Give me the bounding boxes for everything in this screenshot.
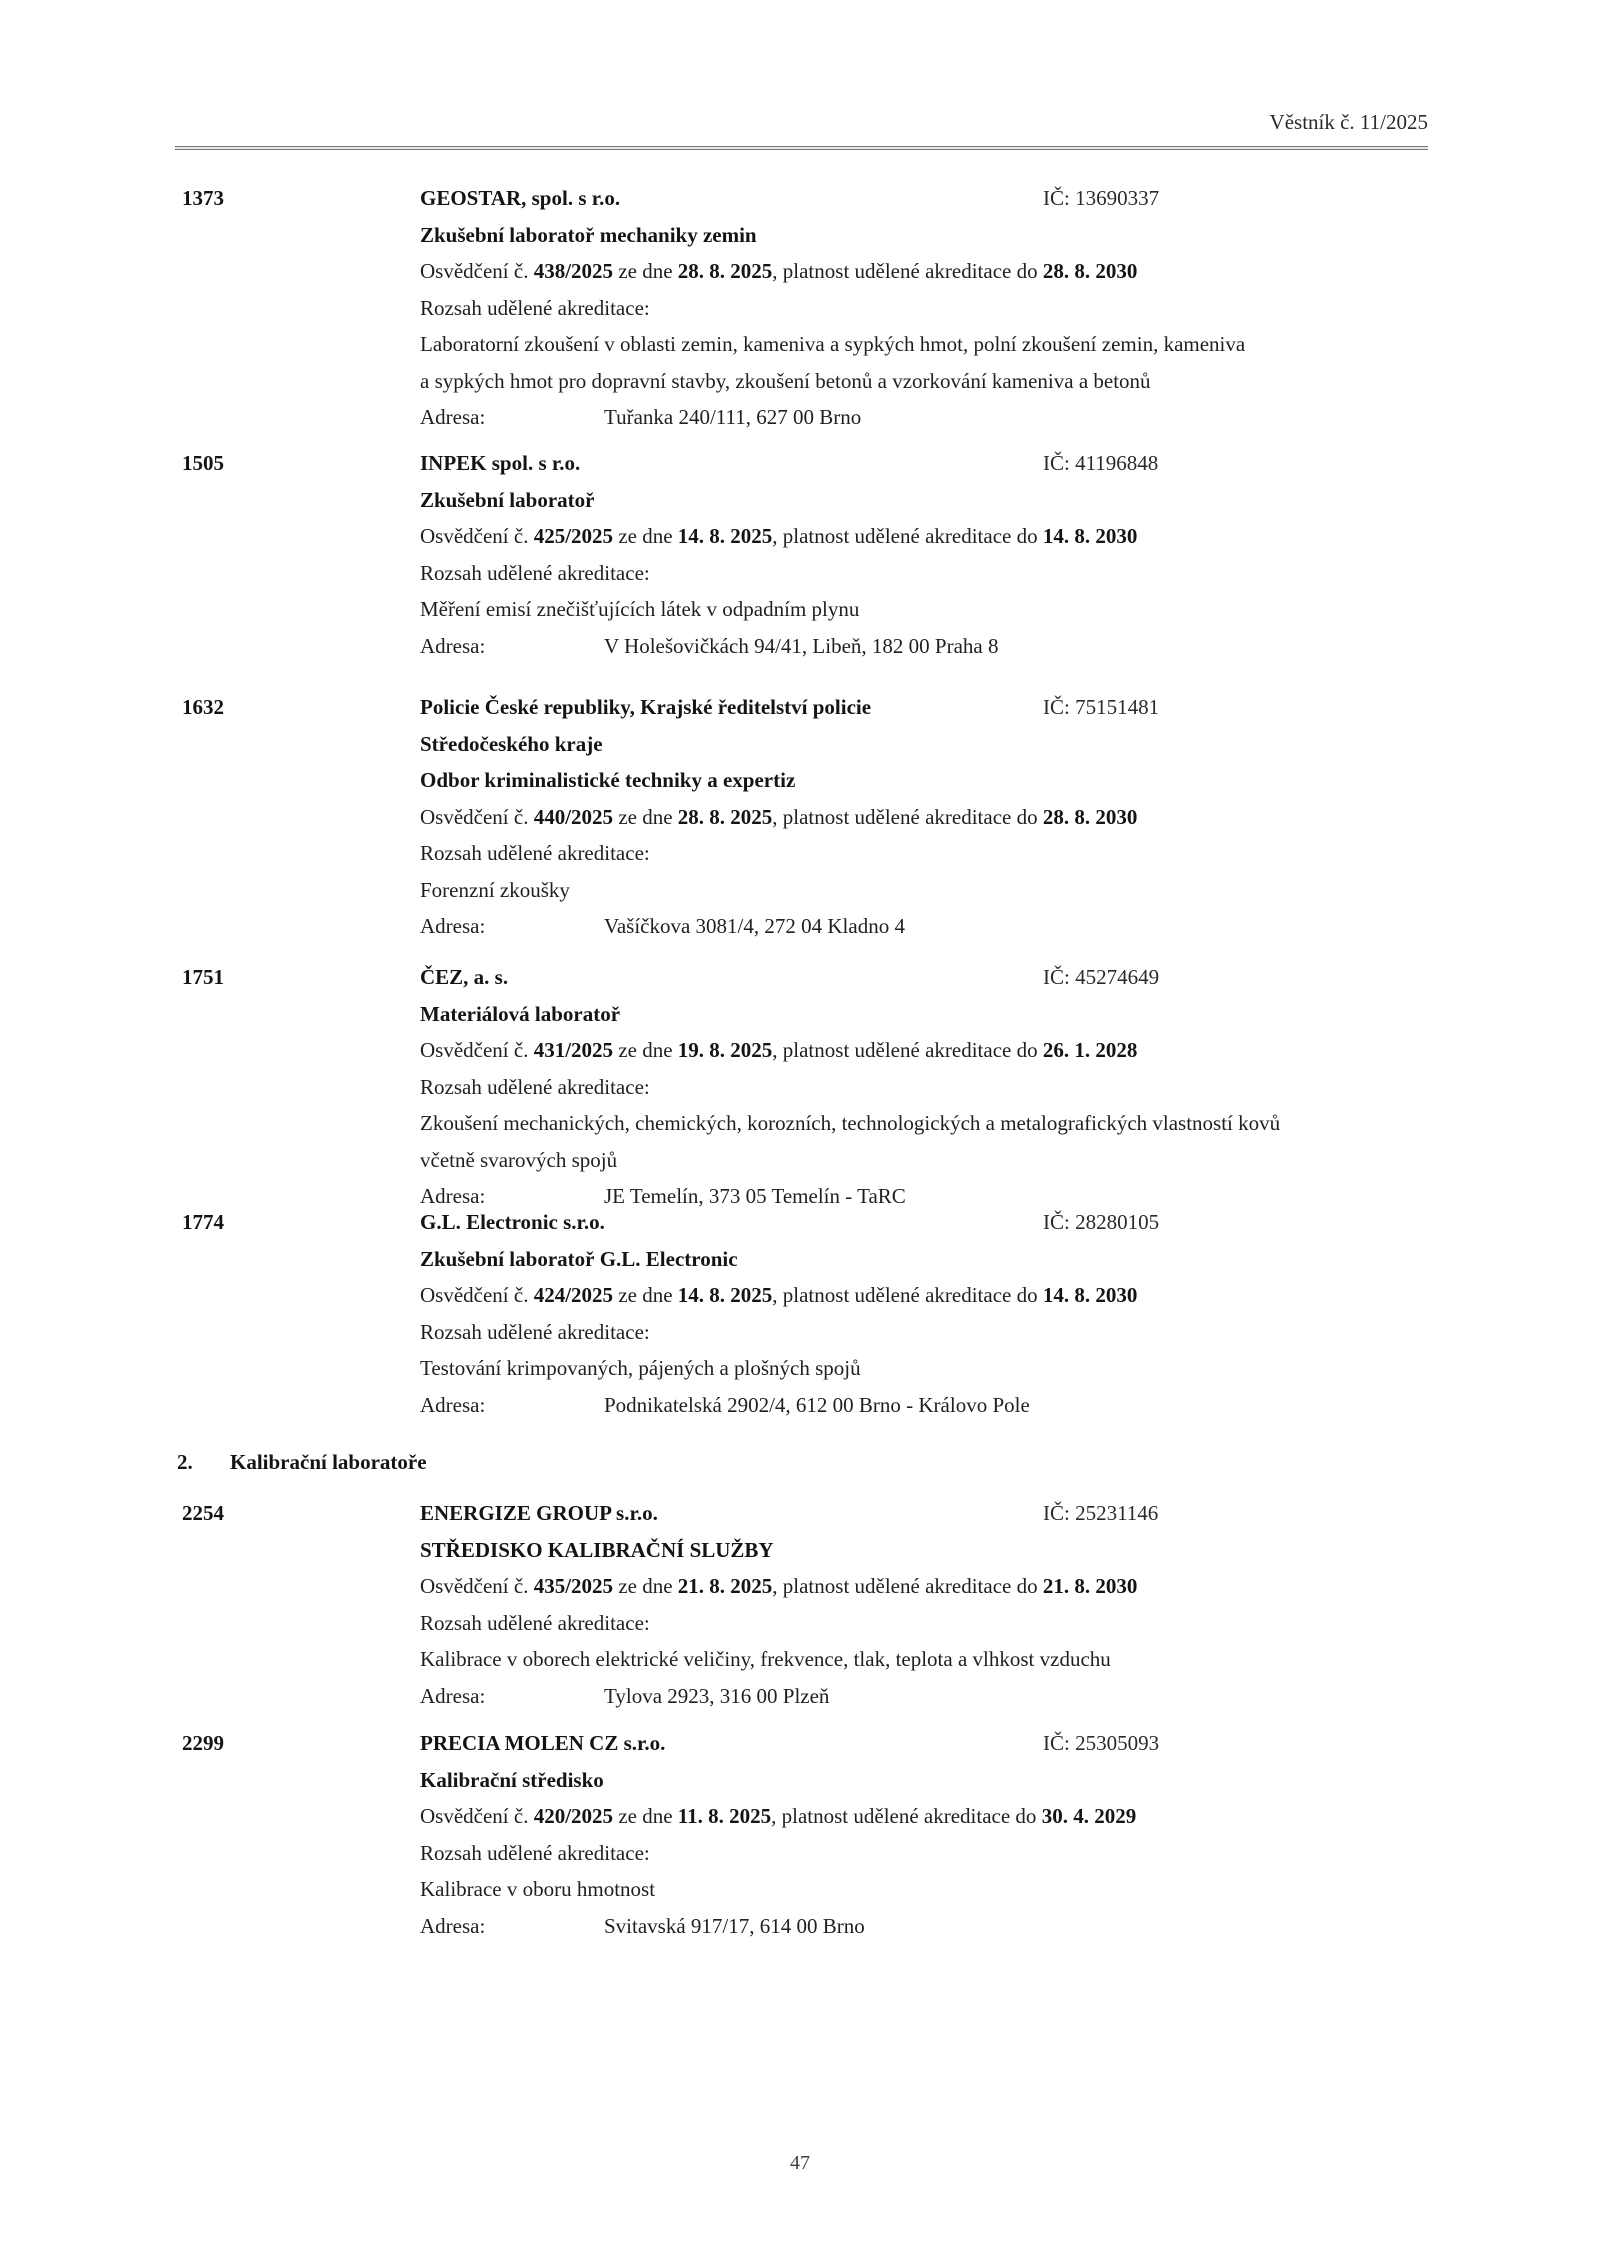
entry-scope-label: Rozsah udělené akreditace: xyxy=(420,1610,650,1635)
entry-title-line xyxy=(0,180,1600,217)
accreditation-entry xyxy=(0,959,1600,1215)
cert-valid-until: 14. 8. 2030 xyxy=(1042,1283,1138,1307)
address-label: Adresa: xyxy=(420,1913,486,1938)
address-label: Adresa: xyxy=(420,1184,486,1208)
entry-org-name: INPEK spol. s r.o. xyxy=(420,451,581,475)
accreditation-entry xyxy=(0,1204,1600,1423)
entry-org-name: G.L. Electronic s.r.o. xyxy=(420,1210,605,1234)
accreditation-entry xyxy=(0,1725,1600,1944)
entry-title-line xyxy=(0,959,1600,996)
entry-scope-line: Forenzní zkoušky xyxy=(420,877,570,902)
entry-lab-name: Zkušební laboratoř xyxy=(420,487,595,512)
cert-mid1: ze dne xyxy=(613,1038,678,1062)
entry-address-line xyxy=(0,628,1600,665)
accreditation-entry xyxy=(0,1495,1600,1714)
entry-scope-line: Testování krimpovaných, pájených a plošných spojů xyxy=(420,1356,861,1380)
section-heading xyxy=(0,1444,1600,1481)
cert-mid2: , platnost udělené akreditace do xyxy=(772,524,1043,548)
cert-number: 420/2025 xyxy=(533,1804,614,1828)
cert-mid2: , platnost udělené akreditace do xyxy=(771,1804,1042,1828)
entry-scope-label: Rozsah udělené akreditace: xyxy=(420,560,650,585)
address-value: Podnikatelská 2902/4, 612 00 Brno - Královo Pole xyxy=(604,1392,1030,1417)
cert-mid1: ze dne xyxy=(613,1574,678,1598)
cert-prefix: Osvědčení č. xyxy=(420,1574,534,1598)
cert-date: 11. 8. 2025 xyxy=(677,1804,772,1828)
cert-valid-until: 14. 8. 2030 xyxy=(1042,524,1138,548)
entry-scope-line: Kalibrace v oboru hmotnost xyxy=(420,1877,656,1901)
address-value: Svitavská 917/17, 614 00 Brno xyxy=(604,1913,865,1938)
entry-ic: IČ: 28280105 xyxy=(1043,1210,1160,1234)
cert-valid-until: 21. 8. 2030 xyxy=(1042,1574,1138,1598)
entry-scope-line: Laboratorní zkoušení v oblasti zemin, kameniva a sypkých hmot, polní zkoušení zemin, kameniva xyxy=(420,332,1246,356)
entry-certificate-line xyxy=(0,518,1600,555)
entry-ic: IČ: 41196848 xyxy=(1043,451,1159,475)
page-number: 47 xyxy=(790,2152,810,2174)
entry-address-line xyxy=(0,1908,1600,1945)
cert-mid2: , platnost udělené akreditace do xyxy=(772,804,1043,829)
entry-org-name: PRECIA MOLEN CZ s.r.o. xyxy=(420,1731,666,1755)
entry-address-line xyxy=(0,908,1600,945)
entry-certificate-line xyxy=(0,1568,1600,1605)
entry-address-line xyxy=(0,1678,1600,1715)
cert-date: 21. 8. 2025 xyxy=(677,1574,773,1598)
entry-org-name-continued: Středočeského kraje xyxy=(420,731,603,756)
cert-date: 14. 8. 2025 xyxy=(677,524,773,548)
entry-scope-line: Kalibrace v oborech elektrické veličiny, frekvence, tlak, teplota a vlhkost vzduchu xyxy=(420,1647,1111,1671)
entry-lab-name: Odbor kriminalistické techniky a expertiz xyxy=(420,768,796,792)
address-label: Adresa: xyxy=(420,1392,486,1417)
entry-scope-label: Rozsah udělené akreditace: xyxy=(420,1319,650,1344)
entry-lab-name: Materiálová laboratoř xyxy=(420,1001,621,1026)
cert-valid-until: 26. 1. 2028 xyxy=(1042,1038,1138,1062)
cert-prefix: Osvědčení č. xyxy=(420,804,534,829)
cert-number: 440/2025 xyxy=(533,804,614,829)
entry-number: 1774 xyxy=(182,1210,224,1234)
address-label: Adresa: xyxy=(420,405,486,429)
cert-mid1: ze dne xyxy=(613,1804,678,1828)
address-label: Adresa: xyxy=(420,633,486,658)
entry-title-line xyxy=(0,445,1600,482)
section-title: Kalibrační laboratoře xyxy=(230,1450,427,1474)
entry-address-line xyxy=(0,1387,1600,1424)
entry-scope-label: Rozsah udělené akreditace: xyxy=(420,1074,650,1099)
cert-prefix: Osvědčení č. xyxy=(420,259,534,283)
cert-number: 424/2025 xyxy=(533,1283,614,1307)
entry-number: 1632 xyxy=(182,695,224,719)
cert-date: 14. 8. 2025 xyxy=(677,1283,773,1307)
address-value: Tuřanka 240/111, 627 00 Brno xyxy=(604,405,862,429)
accreditation-entry xyxy=(0,445,1600,664)
cert-number: 431/2025 xyxy=(533,1038,614,1062)
page-header-title: Věstník č. 11/2025 xyxy=(1269,110,1428,134)
address-label: Adresa: xyxy=(420,914,486,938)
entry-number: 1505 xyxy=(182,451,224,475)
address-label: Adresa: xyxy=(420,1683,486,1708)
entry-lab-name: Kalibrační středisko xyxy=(420,1767,604,1792)
cert-valid-until: 28. 8. 2030 xyxy=(1042,259,1138,283)
cert-prefix: Osvědčení č. xyxy=(420,524,534,548)
cert-valid-until: 30. 4. 2029 xyxy=(1041,1804,1137,1828)
cert-prefix: Osvědčení č. xyxy=(420,1804,534,1828)
entry-title-line xyxy=(0,1725,1600,1762)
entry-org-name: ENERGIZE GROUP s.r.o. xyxy=(420,1501,658,1525)
cert-prefix: Osvědčení č. xyxy=(420,1038,534,1062)
accreditation-entry xyxy=(0,689,1600,945)
header-divider-rule xyxy=(175,146,1428,150)
cert-date: 28. 8. 2025 xyxy=(677,259,773,283)
entry-ic: IČ: 13690337 xyxy=(1043,186,1160,210)
entry-certificate-line xyxy=(0,1798,1600,1835)
entry-ic: IČ: 25305093 xyxy=(1043,1731,1160,1755)
entry-number: 1751 xyxy=(182,965,224,989)
cert-mid2: , platnost udělené akreditace do xyxy=(772,259,1043,283)
entry-certificate-line xyxy=(0,1032,1600,1069)
entry-scope-line: včetně svarových spojů xyxy=(420,1147,618,1172)
entry-lab-name: STŘEDISKO KALIBRAČNÍ SLUŽBY xyxy=(420,1537,774,1562)
entry-scope-line: Měření emisí znečišťujících látek v odpadním plynu xyxy=(420,597,860,621)
cert-valid-until: 28. 8. 2030 xyxy=(1042,804,1138,829)
section-number: 2. xyxy=(177,1450,193,1474)
cert-number: 435/2025 xyxy=(533,1574,614,1598)
entry-title-line xyxy=(0,1204,1600,1241)
entry-scope-line: a sypkých hmot pro dopravní stavby, zkoušení betonů a vzorkování kameniva a betonů xyxy=(420,368,1151,393)
entry-org-name: ČEZ, a. s. xyxy=(420,965,509,989)
entry-title-line xyxy=(0,689,1600,726)
entry-certificate-line xyxy=(0,799,1600,836)
entry-address-line xyxy=(0,399,1600,436)
address-value: JE Temelín, 373 05 Temelín - TaRC xyxy=(604,1184,906,1208)
entry-ic: IČ: 45274649 xyxy=(1043,965,1160,989)
entry-number: 2254 xyxy=(182,1501,224,1525)
entry-org-name: Policie České republiky, Krajské ředitelství policie xyxy=(420,695,872,719)
cert-mid2: , platnost udělené akreditace do xyxy=(772,1283,1043,1307)
entry-org-name: GEOSTAR, spol. s r.o. xyxy=(420,186,621,210)
cert-mid2: , platnost udělené akreditace do xyxy=(772,1038,1043,1062)
entry-scope-label: Rozsah udělené akreditace: xyxy=(420,295,650,320)
entry-certificate-line xyxy=(0,253,1600,290)
entry-lab-name: Zkušební laboratoř mechaniky zemin xyxy=(420,222,757,247)
entry-scope-line: Zkoušení mechanických, chemických, korozních, technologických a metalografických vlastností kovů xyxy=(420,1111,1281,1135)
entry-lab-name: Zkušební laboratoř G.L. Electronic xyxy=(420,1246,738,1271)
cert-mid1: ze dne xyxy=(613,259,678,283)
entry-ic: IČ: 25231146 xyxy=(1043,1501,1159,1525)
cert-mid1: ze dne xyxy=(613,524,678,548)
cert-date: 19. 8. 2025 xyxy=(677,1038,773,1062)
entry-number: 2299 xyxy=(182,1731,224,1755)
cert-number: 438/2025 xyxy=(533,259,614,283)
cert-number: 425/2025 xyxy=(533,524,614,548)
cert-prefix: Osvědčení č. xyxy=(420,1283,534,1307)
entry-scope-label: Rozsah udělené akreditace: xyxy=(420,1840,650,1865)
address-value: Tylova 2923, 316 00 Plzeň xyxy=(604,1683,830,1708)
entry-number: 1373 xyxy=(182,186,224,210)
accreditation-entry xyxy=(0,180,1600,436)
entry-certificate-line xyxy=(0,1277,1600,1314)
cert-date: 28. 8. 2025 xyxy=(677,804,773,829)
cert-mid1: ze dne xyxy=(613,804,678,829)
cert-mid1: ze dne xyxy=(613,1283,678,1307)
address-value: V Holešovičkách 94/41, Libeň, 182 00 Praha 8 xyxy=(604,633,999,658)
address-value: Vašíčkova 3081/4, 272 04 Kladno 4 xyxy=(604,914,905,938)
entry-scope-label: Rozsah udělené akreditace: xyxy=(420,841,650,865)
cert-mid2: , platnost udělené akreditace do xyxy=(772,1574,1043,1598)
entry-ic: IČ: 75151481 xyxy=(1043,695,1160,719)
entry-title-line xyxy=(0,1495,1600,1532)
